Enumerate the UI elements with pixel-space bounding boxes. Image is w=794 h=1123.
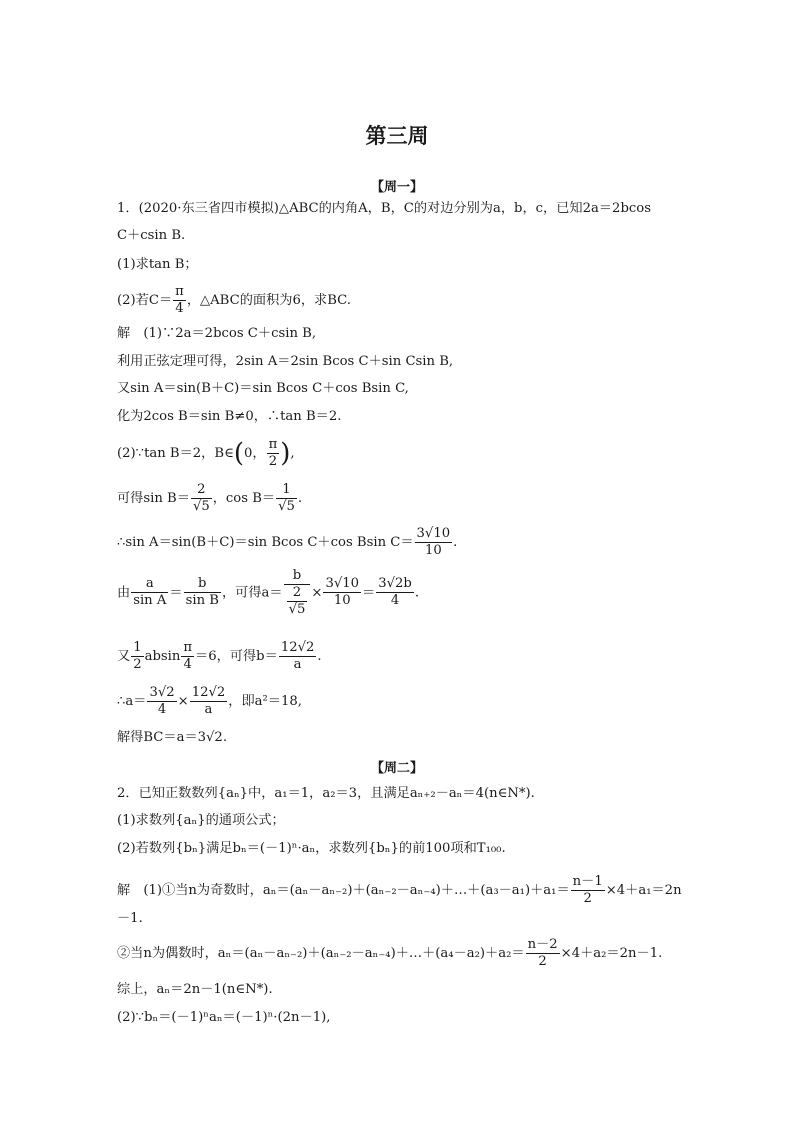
problem1-q1: (1)求tan B；: [117, 257, 198, 272]
problem2-q1: (1)求数列{aₙ}的通项公式；: [117, 813, 285, 828]
problem1-q2: (2)若C＝ $\frac{\pi}{4}$ ，△ABC的面积为6，求BC.: [117, 284, 351, 316]
problem2-solution-line: －1.: [117, 911, 143, 926]
problem1-solution-line: ∴a＝ $\frac{3√2}{4}$ × $\frac{12√2}{a}$ ，即a²＝18,: [117, 685, 302, 717]
fraction: $\frac{\pi}{4}$: [175, 284, 184, 316]
problem2-solution-line: ②当n为偶数时，aₙ＝(aₙ－aₙ₋₂)＋(aₙ₋₂－aₙ₋₄)＋…＋(a₄－a₂)＋a₂＝ $\frac{n-2}{2}$ ×4＋a₂＝2n－1.: [117, 937, 663, 969]
problem1-solution-line: 解 (1)∵2a＝2bcos C＋csin B,: [117, 326, 317, 341]
problem1-solution-line: ∴sin A＝sin(B＋C)＝sin Bcos C＋cos Bsin C＝ $\frac{3√10}{10}$ .: [117, 526, 458, 558]
problem1-solution-line: 可得sin B＝ $\frac{2}{√5}$ ，cos B＝ $\frac{1}{√5}$ .: [117, 482, 303, 514]
problem2-q2: (2)若数列{bₙ}满足bₙ＝(－1)ⁿ·aₙ，求数列{bₙ}的前100项和T₁₀₀.: [117, 841, 506, 856]
problem2-stem: 2．已知正数数列{aₙ}中，a₁＝1，a₂＝3，且满足aₙ₊₂－aₙ＝4(n∈N*).: [117, 786, 535, 801]
problem2-solution-line: 解 (1)①当n为奇数时，aₙ＝(aₙ－aₙ₋₂)＋(aₙ₋₂－aₙ₋₄)＋…＋(a₃－a₁)＋a₁＝ $\frac{n-1}{2}$ ×4＋a₁＝2n: [117, 874, 682, 906]
problem1-solution-line: 由 $\frac{a}{\text{sin A}}$ ＝ $\frac{b}{\text{sin B}}$ ，可得a＝ $\frac{b}{\frac{2}{√5}}$ × $\frac{3√10}{10}$ ＝ $\frac{3√2b}{4}$ .: [117, 568, 420, 617]
section-heading-monday: 【周一】: [370, 180, 423, 195]
problem1-solution-line: 解得BC＝a＝3√2.: [117, 730, 228, 745]
problem1-solution-line: 又sin A＝sin(B＋C)＝sin Bcos C＋cos Bsin C,: [117, 381, 409, 396]
problem1-solution-line: (2)∵tan B＝2，B∈(0， $\frac{\pi}{2}$ ),: [117, 437, 295, 469]
problem2-solution-line: 综上，aₙ＝2n－1(n∈N*).: [117, 982, 273, 997]
page-title: 第三周: [365, 123, 429, 148]
problem1-stem: 1．(2020·东三省四市模拟)△ABC的内角A，B，C的对边分别为a，b，c，已知2a＝2bcos: [117, 201, 651, 216]
section-heading-tuesday: 【周二】: [370, 761, 423, 776]
problem1-solution-line: 利用正弦定理可得，2sin A＝2sin Bcos C＋sin Csin B,: [117, 354, 454, 369]
problem1-solution-line: 又 $\frac{1}{2}$ absin $\frac{\pi}{4}$ ＝6，可得b＝ $\frac{12√2}{a}$ .: [117, 640, 322, 672]
problem1-stem-cont: C＋csin B.: [117, 228, 186, 243]
problem2-solution-line: (2)∵bₙ＝(－1)ⁿaₙ＝(－1)ⁿ·(2n－1),: [117, 1010, 331, 1025]
problem1-solution-line: 化为2cos B＝sin B≠0，∴tan B＝2.: [117, 409, 342, 424]
